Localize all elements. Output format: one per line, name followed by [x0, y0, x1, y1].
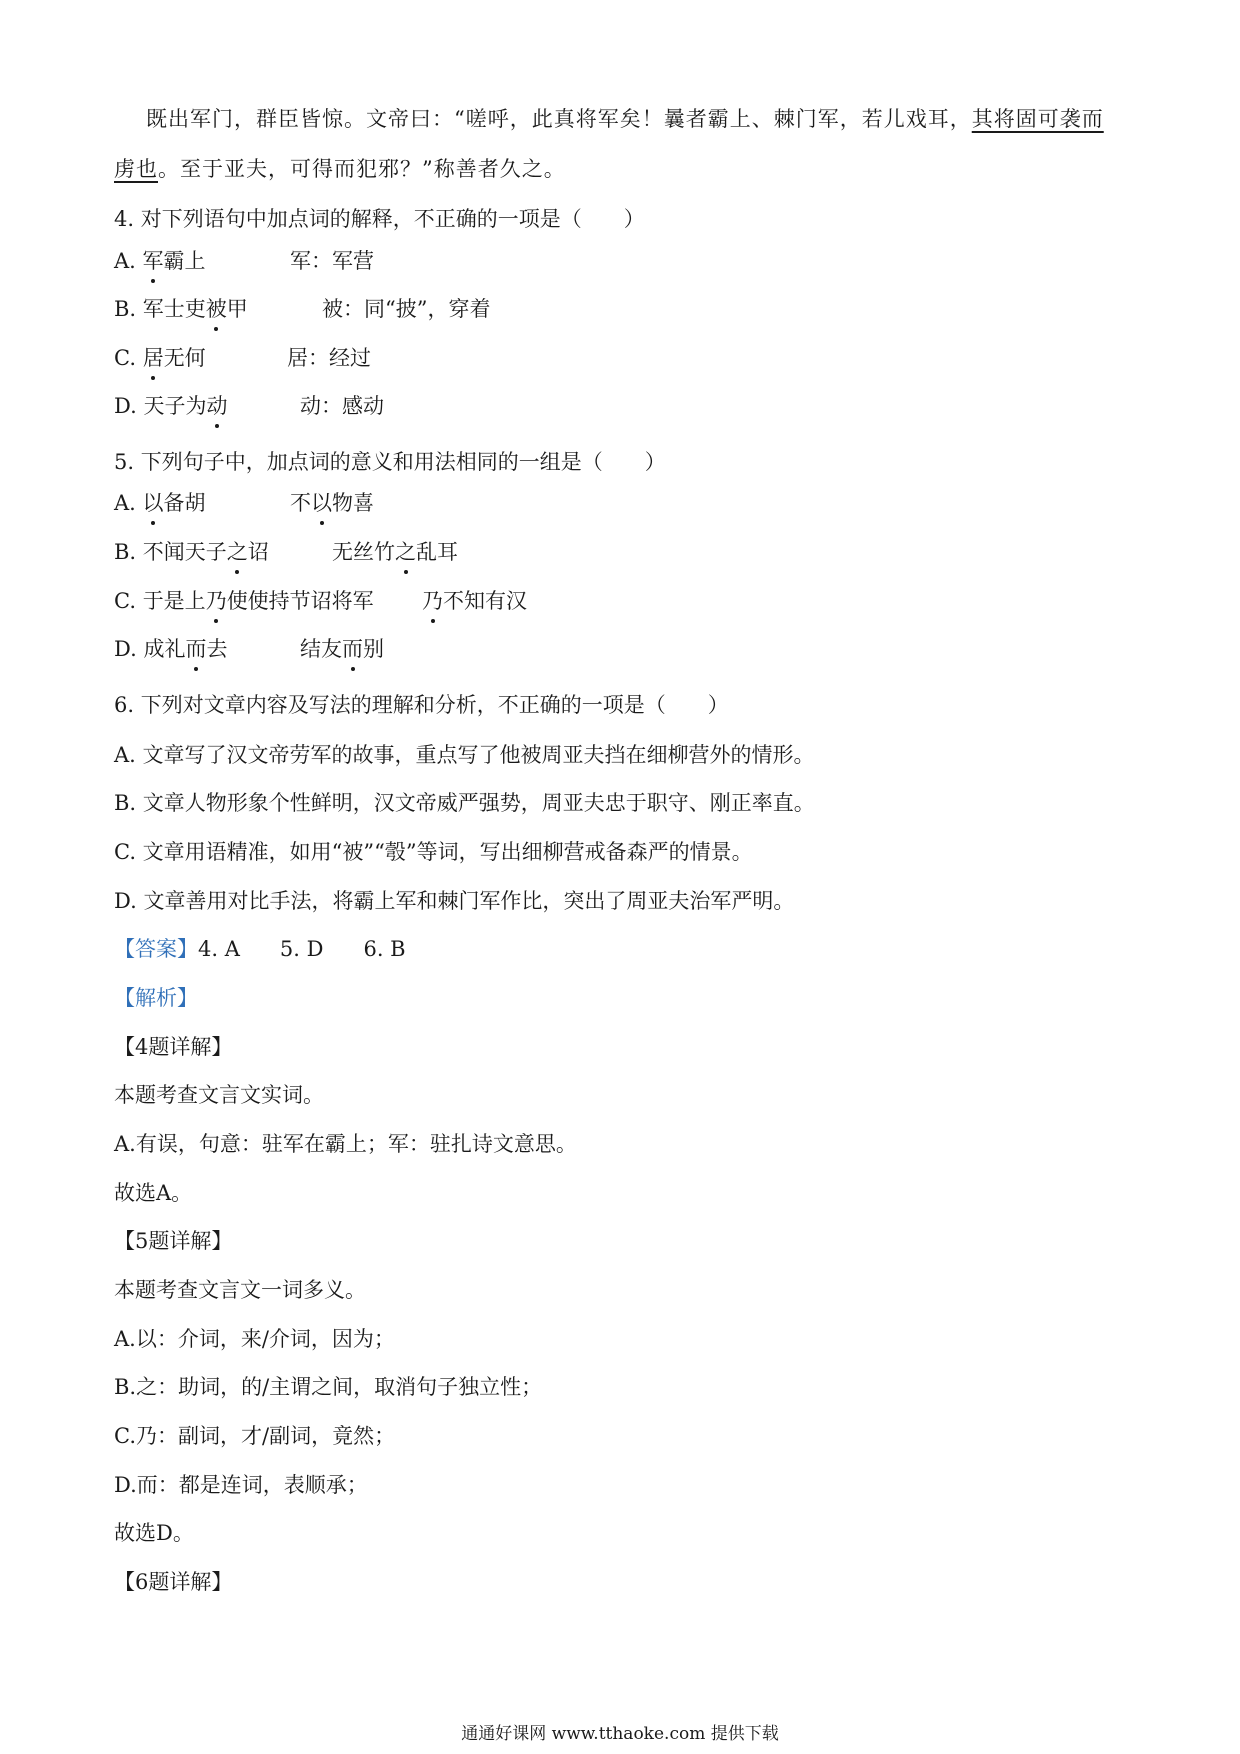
- dotted-word: 之: [395, 537, 416, 567]
- question-4-stem: 4. 对下列语句中加点词的解释，不正确的一项是（ ）: [114, 207, 645, 231]
- dotted-word: 被: [206, 294, 227, 324]
- dotted-word: 而: [342, 634, 363, 664]
- dotted-word: 居: [143, 343, 164, 373]
- q6-detail-heading: 【6题详解】: [114, 1570, 233, 1594]
- q5-detail-line: C.乃：副词，才/副词，竟然；: [114, 1424, 396, 1448]
- option-phrase-1: 成礼而去: [143, 637, 227, 661]
- option-letter: D.: [114, 637, 137, 661]
- passage-text: 既出军门，群臣皆惊。文帝曰：“嗟呼，此真将军矣！曩者霸上、棘门军，若儿戏耳，: [146, 107, 972, 131]
- q4-option-c-gloss: 居：经过: [287, 346, 371, 370]
- q5-option-a-phrase-2: 不以物喜: [290, 488, 374, 518]
- q5-detail-heading: 【5题详解】: [114, 1229, 233, 1253]
- answer-line: [114, 934, 406, 964]
- q6-option-a: A. 文章写了汉文帝劳军的故事，重点写了他被周亚夫挡在细柳营外的情形。: [114, 743, 815, 767]
- q4-option-a-gloss: 军：军营: [290, 249, 374, 273]
- option-letter: D.: [114, 394, 137, 418]
- option-letter: B.: [114, 540, 137, 564]
- q5-option-c-phrase-2: 乃不知有汉: [422, 586, 527, 616]
- question-6-stem: 6. 下列对文章内容及写法的理解和分析，不正确的一项是（ ）: [114, 693, 729, 717]
- dotted-word: 军: [143, 246, 164, 276]
- dotted-word: 乃: [422, 586, 443, 616]
- answer-4: 4. A: [198, 937, 240, 961]
- q5-option-d: [114, 634, 227, 664]
- underlined-sentence: 其将固可袭而: [971, 107, 1104, 131]
- q4-option-b: [114, 294, 248, 324]
- passage-text: 。至于亚夫，可得而犯邪？”称善者久之。: [158, 157, 566, 181]
- q4-detail-line: A.有误，句意：驻军在霸上；军：驻扎诗文意思。: [114, 1132, 577, 1156]
- dotted-word: 以: [311, 488, 332, 518]
- page-footer: 通通好课网 www.tthaoke.com 提供下载: [461, 1724, 779, 1744]
- q4-option-d-gloss: 动：感动: [300, 394, 384, 418]
- option-phrase-1: 不闻天子之诏: [143, 540, 269, 564]
- question-5-stem: 5. 下列句子中，加点词的意义和用法相同的一组是（ ）: [114, 450, 666, 474]
- dotted-word: 以: [143, 488, 164, 518]
- q4-option-d: [114, 391, 227, 421]
- q5-detail-line: 故选D。: [114, 1521, 194, 1545]
- answer-6: 6. B: [363, 937, 406, 961]
- q6-option-b: B. 文章人物形象个性鲜明，汉文帝威严强势，周亚夫忠于职守、刚正率直。: [114, 791, 815, 815]
- option-letter: B.: [114, 297, 137, 321]
- passage-line-2: [114, 154, 566, 184]
- option-letter: A.: [114, 249, 136, 273]
- q5-detail-line: 本题考查文言文一词多义。: [114, 1278, 366, 1302]
- q6-option-c: C. 文章用语精准，如用“被”“彀”等词，写出细柳营戒备森严的情景。: [114, 840, 753, 864]
- option-letter: C.: [114, 346, 136, 370]
- dotted-word: 而: [185, 634, 206, 664]
- q4-detail-line: 故选A。: [114, 1181, 193, 1205]
- answer-label: 【答案】: [114, 937, 198, 961]
- q4-option-b-gloss: 被：同“披”，穿着: [322, 297, 491, 321]
- option-phrase: 天子为动: [143, 394, 227, 418]
- q5-option-a: [114, 488, 206, 518]
- q5-option-d-phrase-2: 结友而别: [300, 634, 384, 664]
- analysis-label: 【解析】: [114, 986, 198, 1010]
- option-letter: C.: [114, 589, 136, 613]
- underlined-sentence: 虏也: [114, 157, 158, 181]
- q6-option-d: D. 文章善用对比手法，将霸上军和棘门军作比，突出了周亚夫治军严明。: [114, 889, 795, 913]
- passage-line-1: [146, 104, 1104, 134]
- dotted-word: 之: [227, 537, 248, 567]
- q5-detail-line: B.之：助词，的/主谓之间，取消句子独立性；: [114, 1375, 543, 1399]
- q4-detail-heading: 【4题详解】: [114, 1035, 233, 1059]
- option-phrase-1: 以备胡: [143, 491, 206, 515]
- q5-option-b-phrase-2: 无丝竹之乱耳: [332, 537, 458, 567]
- option-phrase-1: 于是上乃使使持节诏将军: [143, 589, 374, 613]
- q4-detail-line: 本题考查文言文实词。: [114, 1083, 324, 1107]
- option-phrase: 军士吏被甲: [143, 297, 248, 321]
- q4-option-c: [114, 343, 206, 373]
- option-phrase: 军霸上: [143, 249, 206, 273]
- dotted-word: 动: [206, 391, 227, 421]
- option-phrase: 居无何: [143, 346, 206, 370]
- option-letter: A.: [114, 491, 136, 515]
- q5-detail-line: D.而：都是连词，表顺承；: [114, 1473, 368, 1497]
- answer-5: 5. D: [279, 937, 324, 961]
- q5-option-c: [114, 586, 374, 616]
- q5-option-b: [114, 537, 269, 567]
- q4-option-a: [114, 246, 206, 276]
- q5-detail-line: A.以：介词，来/介词，因为；: [114, 1327, 395, 1351]
- dotted-word: 乃: [206, 586, 227, 616]
